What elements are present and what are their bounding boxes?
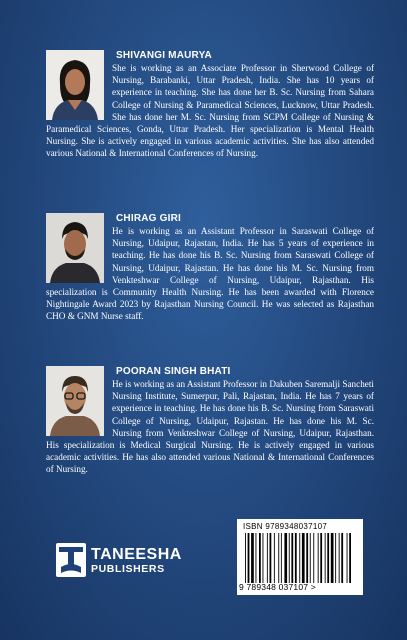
- author-name: SHIVANGI MAURYA: [116, 50, 212, 61]
- barcode-digits: 9 789348 037107 >: [239, 582, 316, 592]
- isbn-label: ISBN 9789348037107: [243, 522, 328, 531]
- publisher-emblem-icon: [56, 543, 86, 577]
- author-portrait-icon: [46, 366, 104, 436]
- author-photo: [46, 213, 104, 283]
- author-pooran-singh-bhati: [46, 366, 374, 476]
- author-portrait-icon: [46, 50, 104, 120]
- barcode-bars-icon: [245, 533, 357, 583]
- author-bio: He is working as an Assistant Professor in Saraswati College of Nursing, Udaipur, Rajastan, India. He has 5 years of experience in teaching. He has done his B. Sc. Nursing from Saraswati College of Nursing, Udaipur, Rajastan. He has done his M. Sc. Nursing from Venkteshwar College of Nursing, Udaipur, Rajasthan. His specialization is Community Health Nursing. He has been awarded with Florence Nightingale Award 2023 by Rajasthan Nursing Council. He was selected as Rajasthan CHO & GNM Nurse staff.: [46, 226, 374, 322]
- isbn-barcode: [237, 519, 363, 595]
- author-shivangi-maurya: [46, 50, 374, 160]
- author-name: POORAN SINGH BHATI: [116, 366, 231, 377]
- author-bio: He is working as an Assistant Professor in Dakuben Saremalji Sancheti Nursing Institute, Sumerpur, Pali, Rajastan, India. He has 7 years of experience in teaching. He has done his B. Sc. Nursing from Saraswati College of Nursing, Udaipur, Rajastan. He has done his M. Sc. Nursing from Venkteshwar College of Nursing, Udaipur, Rajasthan. His specialization is Medical Surgical Nursing. He is actively engaged in various academic activities. He has also attended various National & International Conferences of Nursing.: [46, 379, 374, 475]
- publisher-name: TANEESHA: [91, 545, 182, 563]
- author-bio: She is working as an Associate Professor in Sherwood College of Nursing, Barabanki, Uttar Pradesh, India. She has 10 years of experience in teaching. She has done her B. Sc. Nursing from Sahara College of Nursing & Paramedical Sciences, Lucknow, Uttar Pradesh. She has done her M. Sc. Nursing from SCPM College of Nursing & Paramedical Sciences, Gonda, Uttar Pradesh. Her specialization is Mental Health Nursing. She is actively engaged in various academic activities. She has also attended various National & International Conferences of Nursing.: [46, 63, 374, 159]
- author-chirag-giri: [46, 213, 374, 323]
- publisher-subtitle: PUBLISHERS: [91, 562, 165, 575]
- author-portrait-icon: [46, 213, 104, 283]
- publisher-logo: [56, 543, 182, 577]
- author-name: CHIRAG GIRI: [116, 213, 181, 224]
- author-photo: [46, 50, 104, 120]
- author-photo: [46, 366, 104, 436]
